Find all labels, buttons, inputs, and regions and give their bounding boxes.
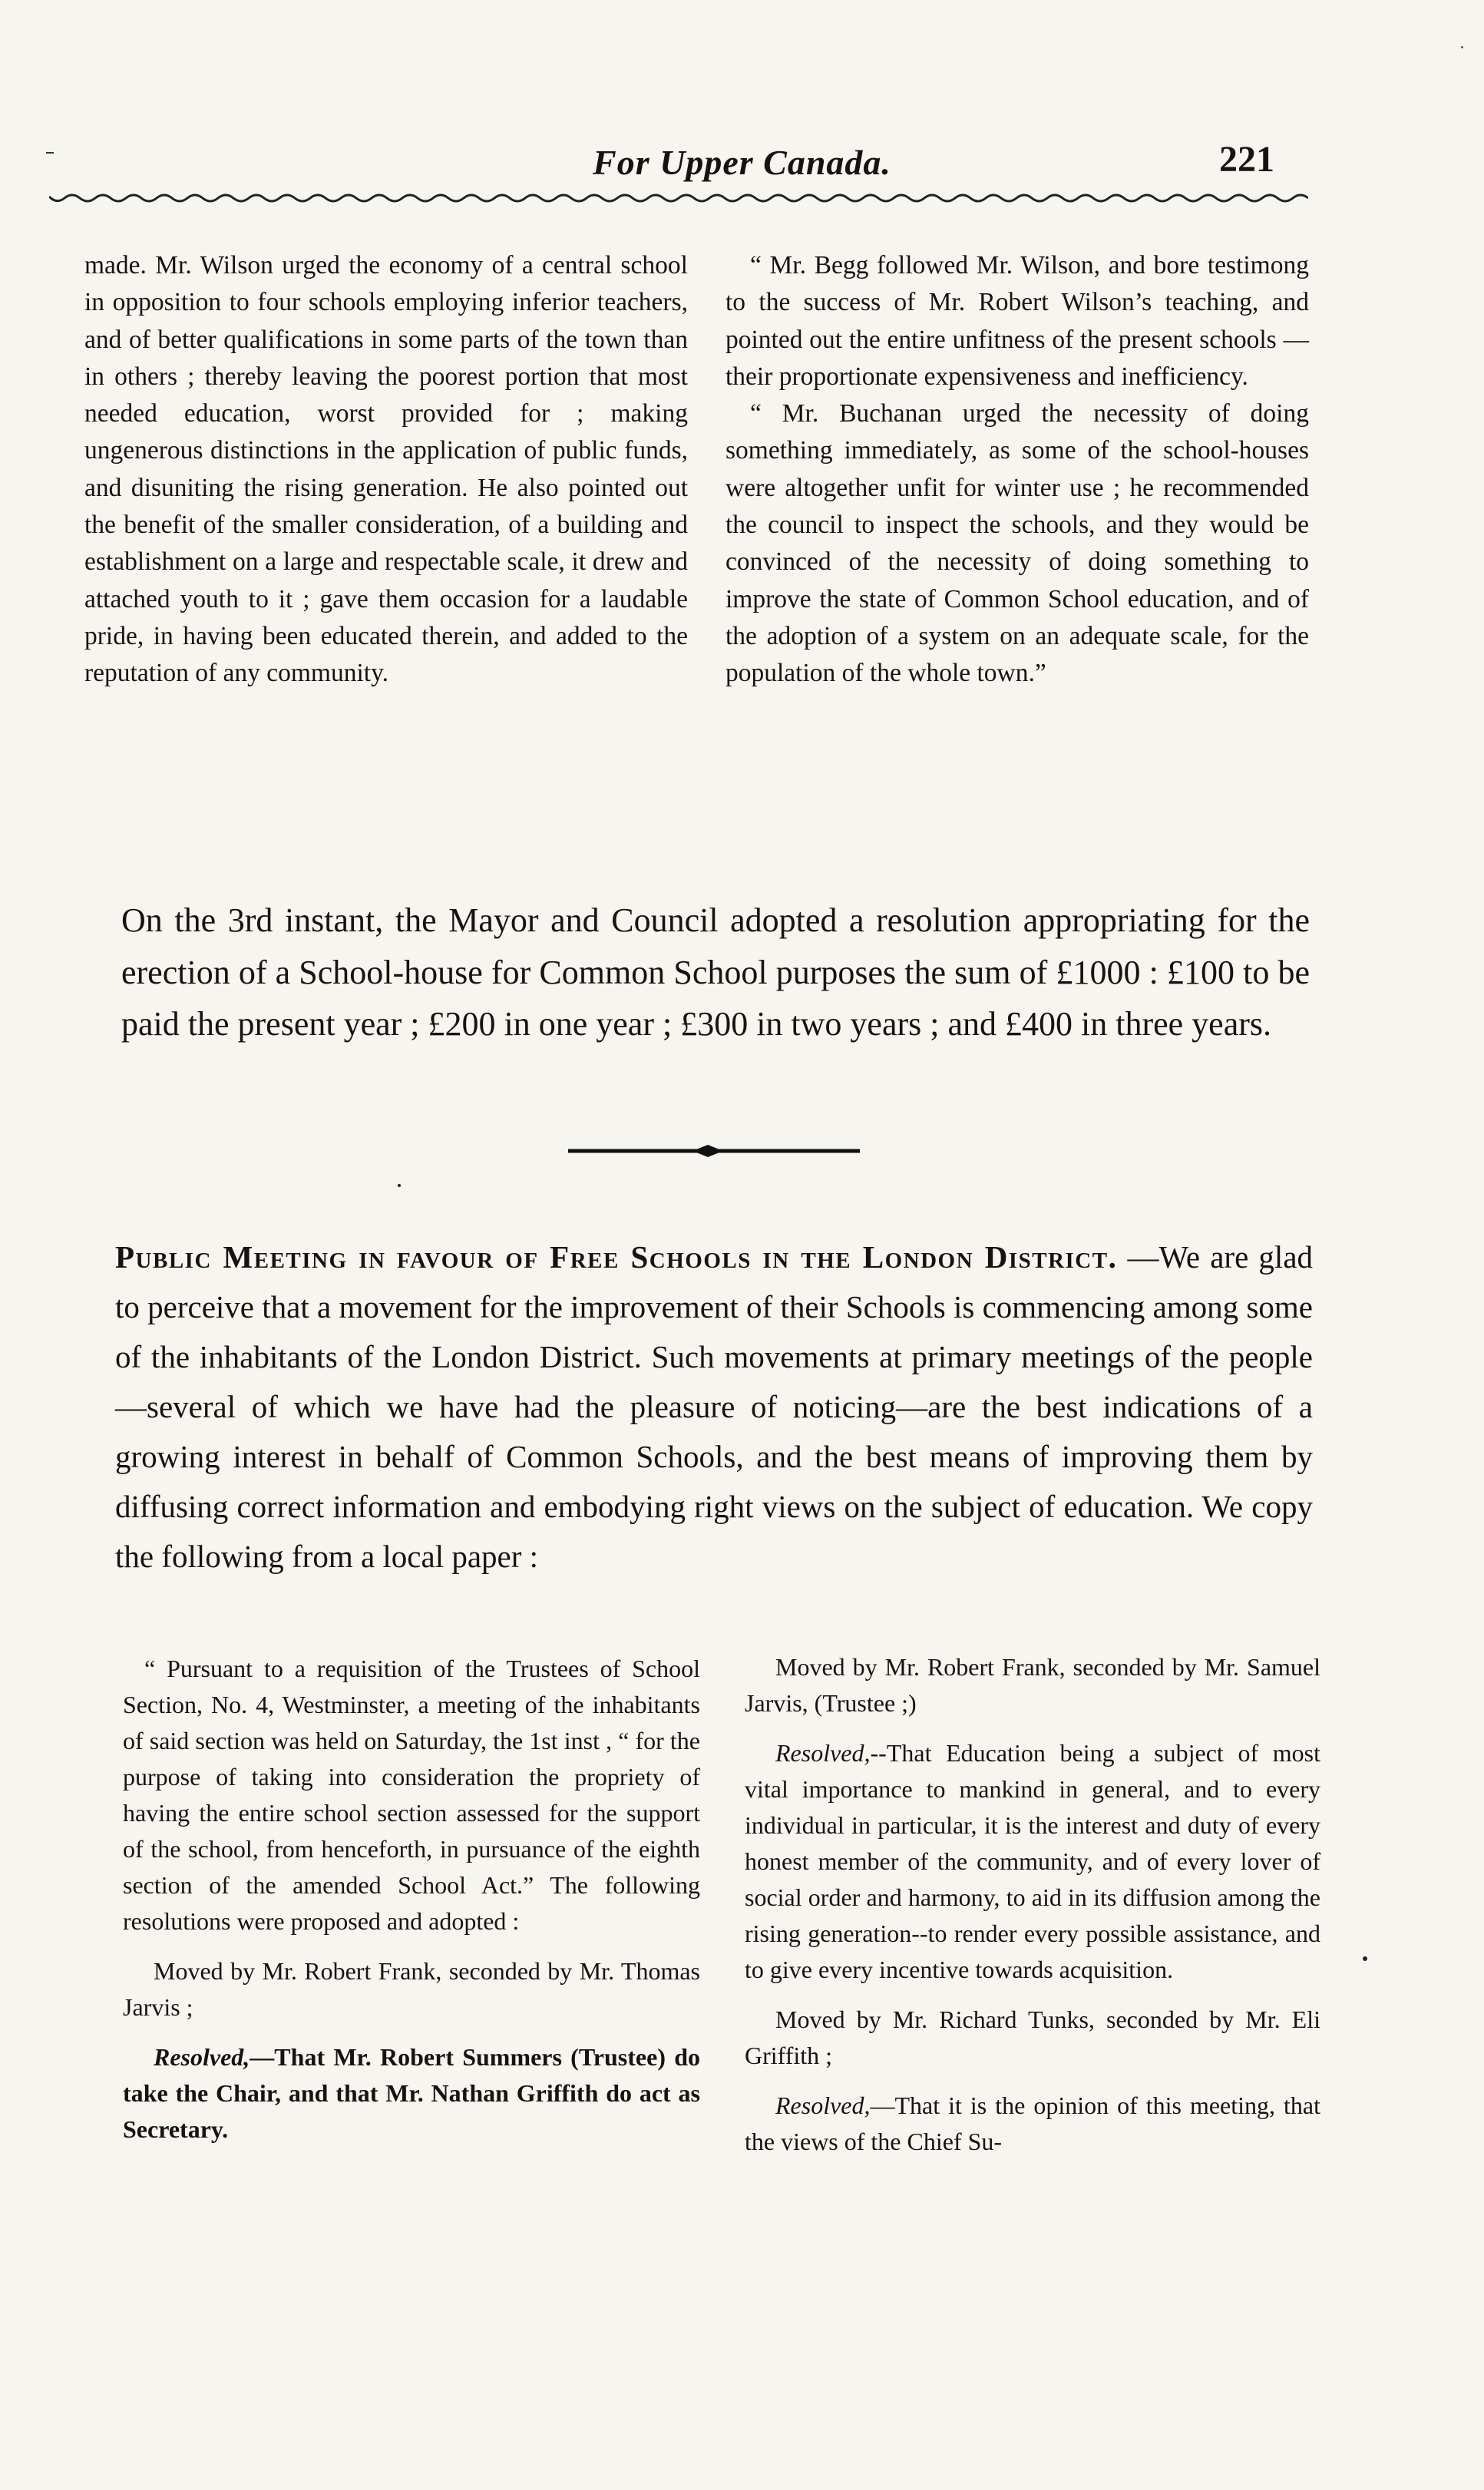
meeting-paragraph	[115, 1232, 1313, 1582]
resolution-paragraph: On the 3rd instant, the Mayor and Council adopted a resolution appropriating for the erection of a School-house for Common School purposes the sum of £1000 : £100 to be paid the present year ; £200 in one year ; £300 in two years ; and £400 in three years.	[121, 901, 1310, 1043]
opinion-resolution	[745, 2088, 1320, 2160]
motion-paragraph: Moved by Mr. Robert Frank, seconded by Mr. Thomas Jarvis ;	[123, 1957, 700, 2021]
print-speck	[1461, 46, 1463, 48]
chair-resolution	[123, 2039, 700, 2148]
bottom-right-column	[745, 1649, 1320, 2174]
print-speck	[398, 1184, 401, 1187]
meeting-heading: Public Meeting in favour of Free Schools in the London District.	[115, 1239, 1118, 1275]
header-wavy-rule	[49, 192, 1308, 209]
section-divider	[568, 1142, 860, 1159]
motion-paragraph: Moved by Mr. Richard Tunks, seconded by Mr. Eli Griffith ;	[745, 2006, 1320, 2069]
wilson-paragraph: made. Mr. Wilson urged the economy of a central school in opposition to four schools employing inferior teachers, and of better qualifications in some parts of the town than in others ; thereby leaving the poorest portion that most needed education, worst provided for ; making ungenerous distinctions in the application of public funds, and disuniting the rising generation. He also pointed out the benefit of the smaller consideration, of a building and establishment on a large and respectable scale, it drew and attached youth to it ; gave them occasion for a laudable pride, in having been educated therein, and added to the reputation of any community.	[84, 251, 688, 688]
resolved-label: Resolved,	[154, 2043, 250, 2071]
page-number: 221	[1219, 139, 1274, 180]
buchanan-paragraph: “ Mr. Buchanan urged the necessity of doing something immediately, as some of the school-houses were altogether unfit for winter use ; he recommended the council to inspect the schools, and they would be convinced of the necessity of doing something to improve the state of Common School education, and of the adoption of a system on an adequate scale, for the population of the whole town.”	[725, 399, 1309, 688]
resolution-text: —That Mr. Robert Summers (Trustee) do take the Chair, and that Mr. Nathan Griffith do act as Secretary.	[123, 2043, 700, 2143]
resolved-label: Resolved,	[775, 1739, 871, 1767]
top-left-column	[84, 247, 688, 693]
meeting-body: —We are glad to perceive that a movement for the improvement of their Schools is commencing among some of the inhabitants of the London District. Such movements at primary meetings of the people—several of which we have had the pleasure of noticing—are the best indications of a growing interest in behalf of Common Schools, and the best means of improving them by diffusing correct information and embodying right views on the subject of education. We copy the following from a local paper :	[115, 1239, 1314, 1574]
resolution-text: --That Education being a subject of most vital importance to mankind in general, and to every individual in particular, it is the interest and duty of every honest member of the community, and of every lover of social order and harmony, to aid in its diffusion among the rising generation--to render every possible assistance, and to give every incentive towards acquisition.	[745, 1739, 1320, 1983]
print-speck	[1363, 1956, 1367, 1961]
bottom-left-column	[123, 1651, 700, 2161]
resolution-text: —That it is the opinion of this meeting, that the views of the Chief Su-	[745, 2092, 1320, 2155]
begg-paragraph: “ Mr. Begg followed Mr. Wilson, and bore testimong to the success of Mr. Robert Wilson’s teaching, and pointed out the entire unfitness of the present schools —their proportionate expensiveness and inefficiency.	[725, 251, 1309, 391]
education-resolution	[745, 1735, 1320, 1988]
running-head: For Upper Canada.	[593, 143, 891, 182]
top-right-column	[725, 247, 1309, 693]
requisition-paragraph: “ Pursuant to a requisition of the Trustees of School Section, No. 4, Westminster, a meeting of the inhabitants of said section was held on Saturday, the 1st inst , “ for the purpose of taking into consideration the propriety of having the entire school section assessed for the support of the school, from henceforth, in pursuance of the eighth section of the amended School Act.” The following resolutions were proposed and adopted :	[123, 1655, 700, 1935]
motion-paragraph: Moved by Mr. Robert Frank, seconded by Mr. Samuel Jarvis, (Trustee ;)	[745, 1653, 1320, 1717]
resolved-label: Resolved,	[775, 2092, 871, 2119]
